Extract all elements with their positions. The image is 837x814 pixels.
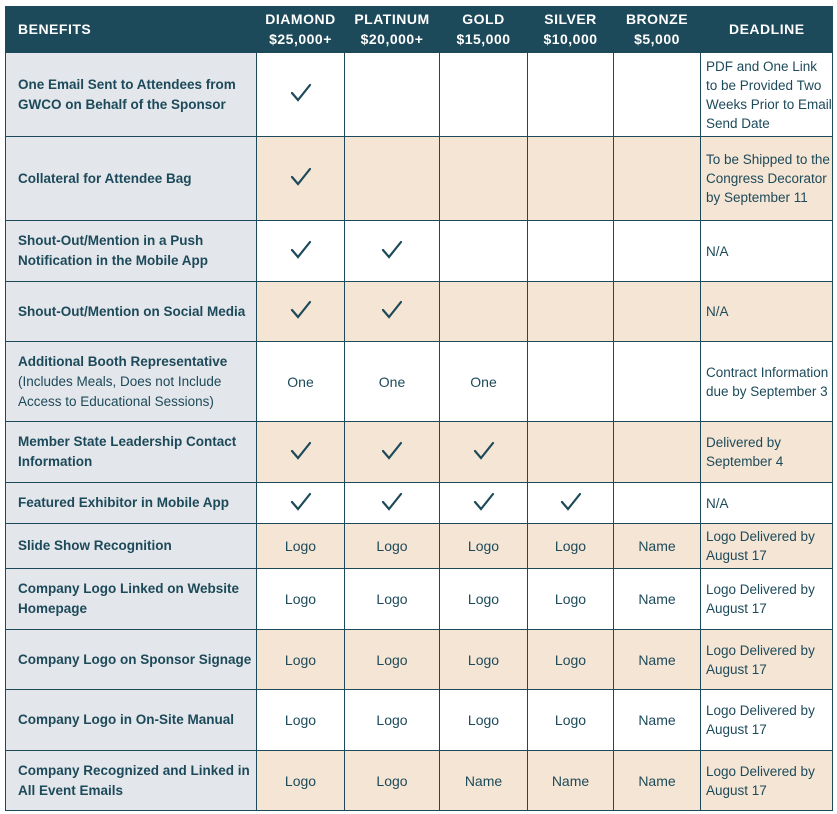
tier-name: GOLD (462, 11, 505, 27)
bronze-cell (614, 483, 701, 524)
platinum-cell: Logo (345, 630, 440, 690)
bronze-cell: Name (614, 524, 701, 569)
platinum-cell (345, 422, 440, 483)
platinum-cell (345, 221, 440, 282)
platinum-cell: Logo (345, 569, 440, 630)
silver-cell (528, 221, 614, 282)
diamond-cell (257, 422, 345, 483)
platinum-cell (345, 137, 440, 221)
benefit-cell: Shout-Out/Mention in a Push Notification in the Mobile App (6, 221, 257, 282)
gold-cell (440, 282, 528, 342)
benefit-note: (Includes Meals, Does not Include Access to Educational Sessions) (18, 373, 222, 409)
table-row (6, 53, 833, 137)
benefit-cell: Member State Leadership Contact Information (6, 422, 257, 483)
benefit-cell: Slide Show Recognition (6, 524, 257, 569)
tier-name: BRONZE (625, 11, 689, 27)
gold-cell (440, 137, 528, 221)
deadline-cell: Logo Delivered by August 17 (701, 630, 833, 690)
header-row (6, 6, 833, 53)
check-icon (381, 491, 403, 513)
deadline-cell: Contract Information due by September 3 (701, 342, 833, 422)
gold-cell: Logo (440, 524, 528, 569)
header-silver (528, 6, 614, 53)
table-row (6, 137, 833, 221)
gold-cell (440, 422, 528, 483)
diamond-cell: Logo (257, 690, 345, 751)
silver-cell: Logo (528, 569, 614, 630)
gold-cell: Logo (440, 690, 528, 751)
bronze-cell (614, 342, 701, 422)
table-row (6, 282, 833, 342)
tier-price: $15,000 (456, 31, 511, 47)
diamond-cell: Logo (257, 751, 345, 811)
silver-cell (528, 483, 614, 524)
bronze-cell (614, 53, 701, 137)
table-row (6, 690, 833, 751)
table-row (6, 630, 833, 690)
silver-cell (528, 422, 614, 483)
deadline-cell: N/A (701, 282, 833, 342)
tier-price: $25,000+ (269, 31, 332, 47)
diamond-cell: Logo (257, 524, 345, 569)
deadline-cell: PDF and One Link to be Provided Two Weeks Prior to Email Send Date (701, 53, 833, 137)
deadline-cell: Delivered by September 4 (701, 422, 833, 483)
gold-cell (440, 53, 528, 137)
gold-cell: Logo (440, 569, 528, 630)
benefit-cell: Company Recognized and Linked in All Event Emails (6, 751, 257, 811)
platinum-cell (345, 53, 440, 137)
gold-cell: Logo (440, 630, 528, 690)
table-row (6, 221, 833, 282)
deadline-cell: Logo Delivered by August 17 (701, 751, 833, 811)
platinum-cell (345, 282, 440, 342)
gold-cell: One (440, 342, 528, 422)
gold-cell: Name (440, 751, 528, 811)
sponsorship-benefits-table (5, 6, 833, 811)
platinum-cell: One (345, 342, 440, 422)
gold-cell (440, 483, 528, 524)
check-icon (560, 491, 582, 513)
check-icon (473, 440, 495, 462)
diamond-cell: Logo (257, 569, 345, 630)
check-icon (290, 239, 312, 261)
diamond-cell (257, 483, 345, 524)
check-icon (381, 440, 403, 462)
bronze-cell: Name (614, 751, 701, 811)
platinum-cell (345, 483, 440, 524)
deadline-cell: Logo Delivered by August 17 (701, 690, 833, 751)
table-row (6, 751, 833, 811)
check-icon (473, 491, 495, 513)
silver-cell (528, 342, 614, 422)
header-deadline: DEADLINE (701, 6, 833, 53)
check-icon (290, 166, 312, 188)
diamond-cell (257, 53, 345, 137)
bronze-cell (614, 221, 701, 282)
deadline-cell: To be Shipped to the Congress Decorator by September 11 (701, 137, 833, 221)
benefit-cell: Featured Exhibitor in Mobile App (6, 483, 257, 524)
benefit-cell: Collateral for Attendee Bag (6, 137, 257, 221)
silver-cell: Name (528, 751, 614, 811)
check-icon (381, 239, 403, 261)
header-benefits: BENEFITS (6, 6, 257, 53)
silver-cell (528, 137, 614, 221)
header-diamond (257, 6, 345, 53)
table-row (6, 569, 833, 630)
tier-price: $5,000 (634, 31, 680, 47)
table-row (6, 342, 833, 422)
silver-cell: Logo (528, 690, 614, 751)
table-row (6, 422, 833, 483)
silver-cell: Logo (528, 630, 614, 690)
check-icon (290, 440, 312, 462)
deadline-cell: N/A (701, 221, 833, 282)
bronze-cell (614, 282, 701, 342)
deadline-cell: N/A (701, 483, 833, 524)
header-gold (440, 6, 528, 53)
check-icon (381, 299, 403, 321)
silver-cell (528, 282, 614, 342)
bronze-cell (614, 422, 701, 483)
bronze-cell: Name (614, 690, 701, 751)
table-row (6, 524, 833, 569)
tier-name: DIAMOND (265, 11, 336, 27)
silver-cell: Logo (528, 524, 614, 569)
gold-cell (440, 221, 528, 282)
header-platinum (345, 6, 440, 53)
header-bronze (614, 6, 701, 53)
benefit-cell (6, 342, 257, 422)
tier-price: $20,000+ (360, 31, 424, 47)
diamond-cell: One (257, 342, 345, 422)
check-icon (290, 299, 312, 321)
platinum-cell: Logo (345, 524, 440, 569)
benefit-cell: Shout-Out/Mention on Social Media (6, 282, 257, 342)
benefit-title: Additional Booth Representative (18, 353, 228, 369)
tier-price: $10,000 (543, 31, 598, 47)
silver-cell (528, 53, 614, 137)
table-row (6, 483, 833, 524)
diamond-cell (257, 137, 345, 221)
benefit-cell: Company Logo Linked on Website Homepage (6, 569, 257, 630)
bronze-cell (614, 137, 701, 221)
platinum-cell: Logo (345, 690, 440, 751)
check-icon (290, 491, 312, 513)
benefit-cell: Company Logo on Sponsor Signage (6, 630, 257, 690)
benefit-cell: One Email Sent to Attendees from GWCO on Behalf of the Sponsor (6, 53, 257, 137)
diamond-cell: Logo (257, 630, 345, 690)
benefit-cell: Company Logo in On-Site Manual (6, 690, 257, 751)
platinum-cell: Logo (345, 751, 440, 811)
bronze-cell: Name (614, 630, 701, 690)
tier-name: SILVER (544, 11, 597, 27)
diamond-cell (257, 282, 345, 342)
bronze-cell: Name (614, 569, 701, 630)
deadline-cell: Logo Delivered by August 17 (701, 524, 833, 569)
tier-name: PLATINUM (354, 11, 430, 27)
check-icon (290, 82, 312, 104)
deadline-cell: Logo Delivered by August 17 (701, 569, 833, 630)
diamond-cell (257, 221, 345, 282)
